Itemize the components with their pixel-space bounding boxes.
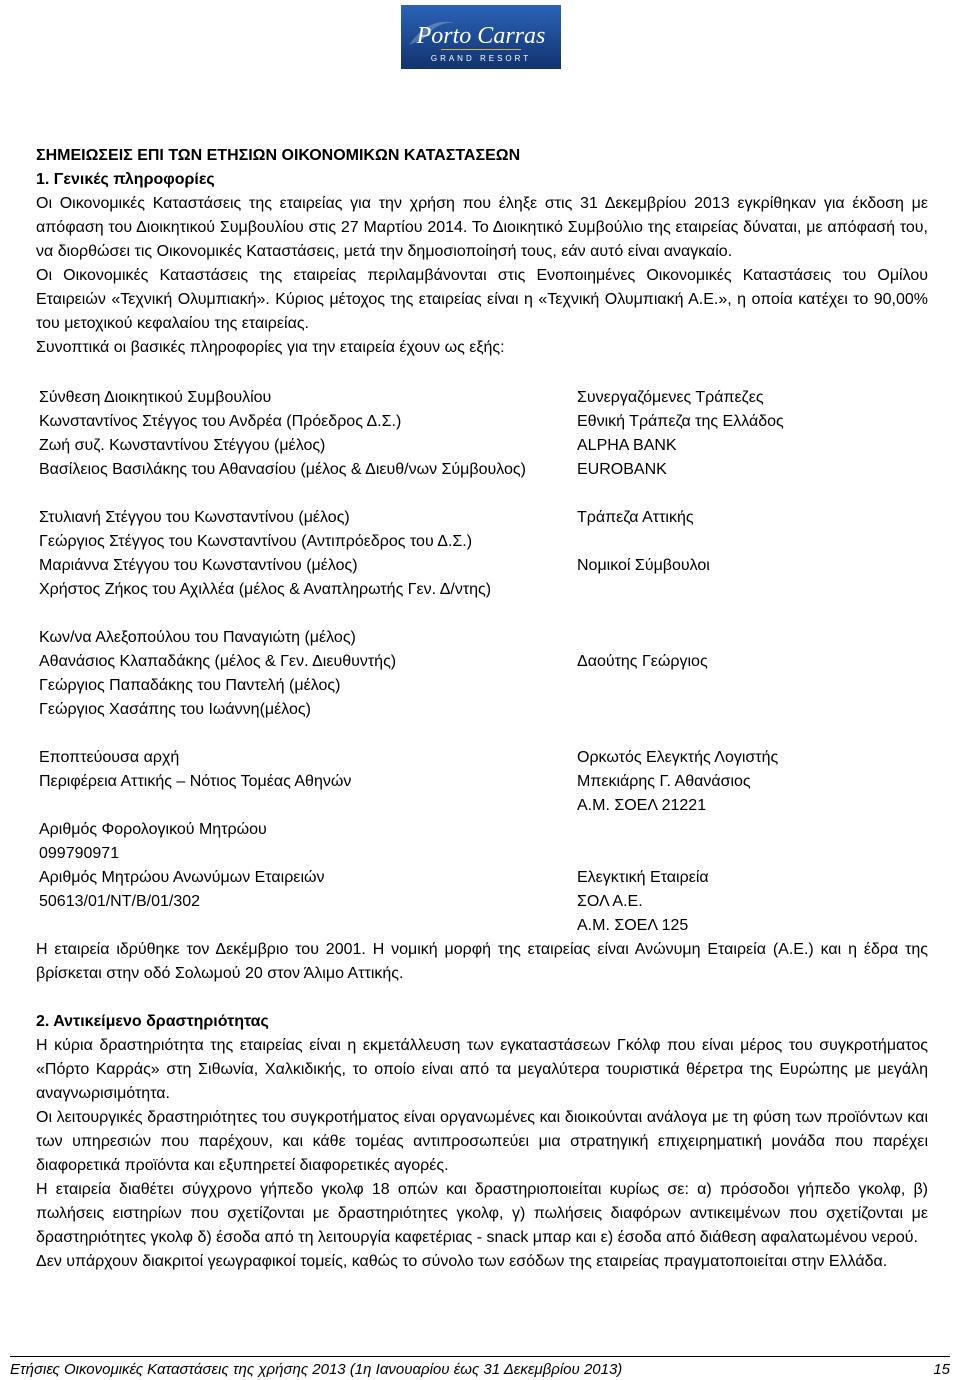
- footer-text: Ετήσιες Οικονομικές Καταστάσεις της χρήσης 2013 (1η Ιανουαρίου έως 31 Δεκεμβρίου 2013): [10, 1361, 623, 1378]
- info-row: [36, 410, 928, 434]
- audit-firm-title: Ελεγκτική Εταιρεία: [577, 869, 709, 886]
- section2-paragraph-2: Οι λειτουργικές δραστηριότητες του συγκροτήματος είναι οργανωμένες και διοικούνται ανάλογα με τη φύση των προϊόντων και των υπηρεσιών που παρέχουν, και κάθε τομέας αντιπροσωπεύει μια στρατηγική επιχειρηματική μονάδα που παρέχει διαφορετικά προϊόντα και εξυπηρετεί διαφορετικές αγορές.: [36, 1109, 928, 1174]
- info-row: [36, 818, 928, 842]
- auditor-registration: Α.Μ. ΣΟΕΛ 21221: [577, 797, 707, 814]
- info-row: [36, 866, 928, 890]
- info-row: [36, 674, 928, 698]
- bank-name: EUROBANK: [577, 461, 667, 478]
- supervisor-title: Εποπτεύουσα αρχή: [39, 749, 180, 766]
- board-member: Γεώργιος Χασάπης του Ιωάννη(μέλος): [39, 701, 311, 718]
- board-member: Βασίλειος Βασιλάκης του Αθανασίου (μέλος & Διευθ/νων Σύμβουλος): [39, 461, 526, 478]
- section2-paragraph-3: Η εταιρεία διαθέτει σύγχρονο γήπεδο γκολφ 18 οπών και δραστηριοποιείται κυρίως σε: α) πρόσοδοι γήπεδο γκολφ, β) πωλήσεις ειστηρίων που σχετίζονται με δραστηριότητες γκολφ, γ) πωλήσεις διαφόρων αντικειμένων που σχετίζονται με δραστηριότητες γκολφ δ) έσοδα από τη λειτουργία καφετέριας - snack μπαρ και ε) έσοδα από διάθεση αφαλατωμένου νερού.: [36, 1181, 928, 1246]
- logo-tagline: GRAND RESORT: [430, 54, 532, 63]
- bank-name: Τράπεζα Αττικής: [577, 509, 694, 526]
- legal-advisor-name: Δαούτης Γεώργιος: [577, 653, 708, 670]
- audit-firm-registration: Α.Μ. ΣΟΕΛ 125: [577, 917, 689, 934]
- info-row: [36, 650, 928, 674]
- section1-paragraph-4: Η εταιρεία ιδρύθηκε τον Δεκέμβριο του 2001. Η νομική μορφή της εταιρείας είναι Ανώνυμη Εταιρεία (Α.Ε.) και η έδρα της βρίσκεται στην οδό Σολωμού 20 στον Άλιμο Αττικής.: [36, 941, 928, 982]
- board-member: Κων/να Αλεξοπούλου του Παναγιώτη (μέλος): [39, 629, 356, 646]
- bank-name: Εθνική Τράπεζα της Ελλάδος: [577, 413, 784, 430]
- section2-paragraph-1: Η κύρια δραστηριότητα της εταιρείας είναι η εκμετάλλευση των εγκαταστάσεων Γκόλφ που είναι μέρος του συγκροτήματος «Πόρτο Καρράς» στη Σιθωνία, Χαλκιδικής, το οποίο είναι από τα μεγαλύτερα τουριστικά θέρετρα της Ευρώπης με μεγάλη αναγνωρισιμότητα.: [36, 1037, 928, 1102]
- info-row: [36, 698, 928, 722]
- auditor-title: Ορκωτός Ελεγκτής Λογιστής: [577, 749, 779, 766]
- section1-heading: 1. Γενικές πληροφορίες: [36, 171, 215, 188]
- info-row: [36, 554, 928, 578]
- registry-title: Αριθμός Μητρώου Ανωνύμων Εταιρειών: [39, 869, 325, 886]
- document-body: [36, 144, 928, 1274]
- board-member: Χρήστος Ζήκος του Αχιλλέα (μέλος & Αναπληρωτής Γεν. Δ/ντης): [39, 581, 492, 598]
- info-row: [36, 794, 928, 818]
- section1-paragraph-1: Οι Οικονομικές Καταστάσεις της εταιρείας για την χρήση που έληξε στις 31 Δεκεμβρίου 2013 εγκρίθηκαν για έκδοση με απόφαση του Διοικητικού Συμβουλίου στις 27 Μαρτίου 2014. Το Διοικητικό Συμβούλιο της εταιρείας δύναται, με απόφασή του, να διορθώσει τις Οικονομικές Καταστάσεις, μετά την δημοσιοποίησή τους, εάν αυτό είναι αναγκαίο.: [36, 195, 928, 260]
- board-member: Στυλιανή Στέγγου του Κωνσταντίνου (μέλος): [39, 509, 350, 526]
- board-member: Γεώργιος Παπαδάκης του Παντελή (μέλος): [39, 677, 341, 694]
- board-member: Μαριάννα Στέγγου του Κωνσταντίνου (μέλος): [39, 557, 358, 574]
- info-row: [36, 530, 928, 554]
- supervisor-value: Περιφέρεια Αττικής – Νότιος Τομέας Αθηνών: [39, 773, 352, 790]
- board-member: Κωνσταντίνος Στέγγος του Ανδρέα (Πρόεδρος Δ.Σ.): [39, 413, 402, 430]
- audit-firm-name: ΣΟΛ Α.Ε.: [577, 893, 643, 910]
- page-number: 15: [933, 1361, 950, 1378]
- section1-paragraph-2: Οι Οικονομικές Καταστάσεις της εταιρείας περιλαμβάνονται στις Ενοποιημένες Οικονομικές Καταστάσεις του Ομίλου Εταιρειών «Τεχνική Ολυμπιακή». Κύριος μέτοχος της εταιρείας είναι η «Τεχνική Ολυμπιακή Α.Ε.», η οποία κατέχει το 90,00% του μετοχικού κεφαλαίου της εταιρείας.: [36, 267, 928, 332]
- info-row: [36, 890, 928, 914]
- board-member: Γεώργιος Στέγγος του Κωνσταντίνου (Αντιπρόεδρος του Δ.Σ.): [39, 533, 473, 550]
- info-row: [36, 578, 928, 626]
- info-row: [36, 914, 928, 938]
- info-row: [36, 626, 928, 650]
- info-row: [36, 842, 928, 866]
- info-row: [36, 506, 928, 530]
- auditor-name: Μπεκιάρης Γ. Αθανάσιος: [577, 773, 751, 790]
- page-footer: [10, 1356, 950, 1380]
- info-row: [36, 458, 928, 506]
- board-member: Αθανάσιος Κλαπαδάκης (μέλος & Γεν. Διευθυντής): [39, 653, 397, 670]
- registry-value: 50613/01/ΝΤ/Β/01/302: [39, 893, 201, 910]
- document-title: ΣΗΜΕΙΩΣΕΙΣ ΕΠΙ ΤΩΝ ΕΤΗΣΙΩΝ ΟΙΚΟΝΟΜΙΚΩΝ ΚΑΤΑΣΤΑΣΕΩΝ: [36, 147, 521, 164]
- info-row: [36, 386, 928, 410]
- porto-carras-logo: [401, 5, 561, 69]
- section2-paragraph-4: Δεν υπάρχουν διακριτοί γεωγραφικοί τομείς, καθώς το σύνολο των εσόδων της εταιρείας πραγματοποιείται στην Ελλάδα.: [36, 1253, 888, 1270]
- section1-paragraph-3: Συνοπτικά οι βασικές πληροφορίες για την εταιρεία έχουν ως εξής:: [36, 339, 505, 356]
- info-row: [36, 746, 928, 770]
- board-title: Σύνθεση Διοικητικού Συμβουλίου: [39, 389, 272, 406]
- tax-id-title: Αριθμός Φορολογικού Μητρώου: [39, 821, 267, 838]
- board-member: Ζωή συζ. Κωνσταντίνου Στέγγου (μέλος): [39, 437, 326, 454]
- logo-brand: Porto Carras: [416, 23, 546, 49]
- section2-heading: 2. Αντικείμενο δραστηριότητας: [36, 1013, 269, 1030]
- banks-title: Συνεργαζόμενες Τράπεζες: [577, 389, 764, 406]
- bank-name: ALPHA BANK: [577, 437, 677, 454]
- tax-id-value: 099790971: [39, 845, 120, 862]
- info-row: [36, 434, 928, 458]
- legal-advisors-title: Νομικοί Σύμβουλοι: [577, 557, 710, 574]
- info-row: [36, 770, 928, 794]
